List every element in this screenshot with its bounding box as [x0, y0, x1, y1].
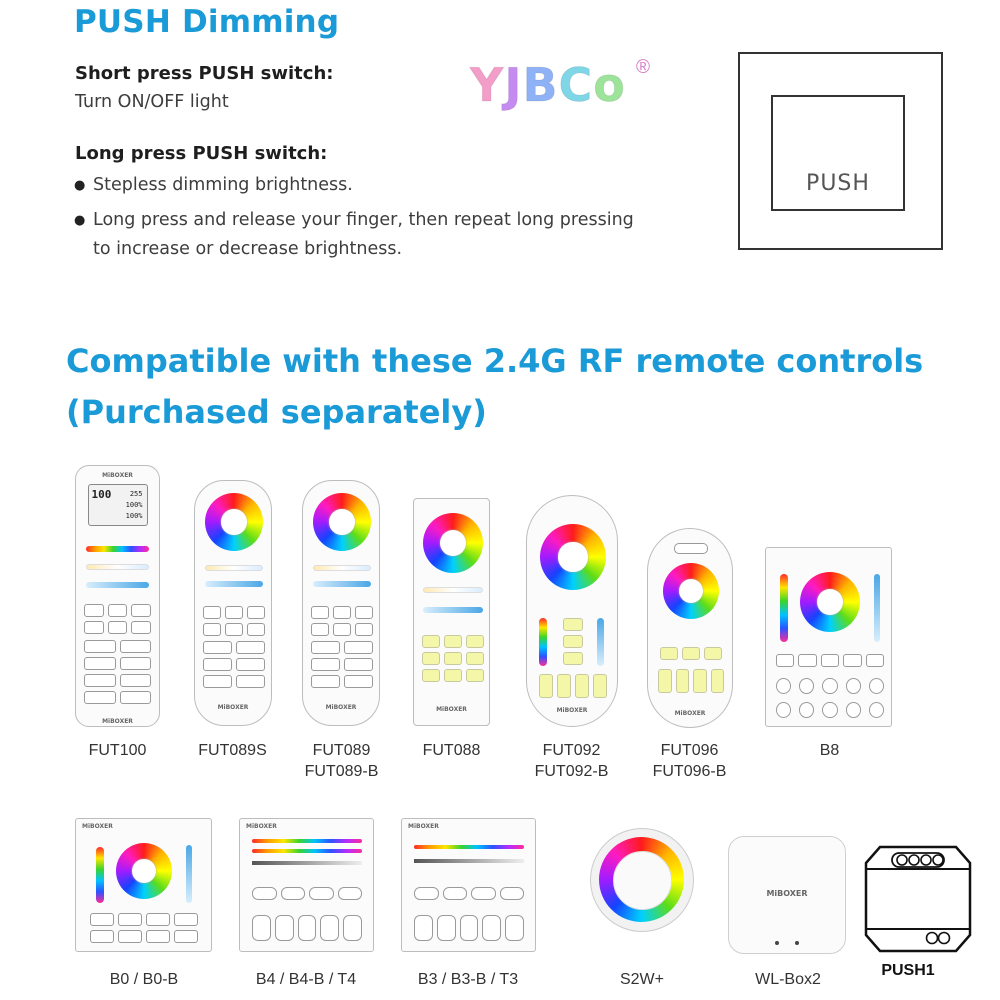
remote-b8: [765, 547, 892, 727]
zone-keypad: [539, 674, 607, 698]
power-toggle: [674, 543, 708, 554]
push1-module: [862, 843, 974, 955]
bullet-stepless: ● Stepless dimming brightness.: [93, 175, 353, 195]
long-press-heading: Long press PUSH switch:: [75, 143, 328, 164]
brightness-slider: [186, 845, 192, 903]
caption-s2w-plus: S2W+: [619, 971, 664, 988]
caption-fut096: FUT096: [660, 742, 719, 759]
yjbco-logo: [470, 58, 626, 112]
caption-fut089-b: FUT089-B: [304, 763, 379, 780]
zone-keypad: [311, 641, 373, 688]
vertical-color-slider: [780, 574, 788, 642]
lcd-value: 255: [129, 490, 143, 498]
short-press-heading: Short press PUSH switch:: [75, 63, 334, 84]
zone-keypad: [776, 678, 884, 718]
led-indicator: [795, 941, 799, 945]
zone-keypad: [658, 669, 724, 693]
panel-b4: [239, 818, 374, 952]
brand-logo: MiBOXER: [102, 472, 133, 479]
brightness-slider: [252, 861, 362, 865]
mode-keys: [660, 647, 722, 660]
brightness-slider: [597, 618, 604, 666]
remote-fut088: [413, 498, 490, 726]
zone-keypad: [84, 640, 151, 704]
remote-fut089s: [194, 480, 272, 726]
brand-logo: MiBOXER: [102, 718, 133, 725]
keypad: [84, 604, 151, 634]
color-wheel: [423, 513, 483, 573]
panel-b3: [401, 818, 536, 952]
caption-fut096-b: FUT096-B: [652, 763, 727, 780]
bullet-long-press: ● Long press and release your finger, then repeat long pressing: [93, 210, 634, 230]
brand-logo: MiBOXER: [674, 710, 706, 717]
caption-fut092-b: FUT092-B: [534, 763, 609, 780]
compat-subheading: (Purchased separately): [66, 393, 487, 431]
caption-fut092: FUT092: [542, 742, 601, 759]
brand-logo: MiBOXER: [556, 707, 588, 714]
brightness-slider: [313, 581, 371, 587]
color-wheel: [663, 563, 719, 619]
push-switch-label: PUSH: [806, 171, 870, 196]
push1-outline: [862, 843, 974, 955]
temperature-slider: [205, 565, 263, 571]
remote-s2w-plus: [590, 828, 694, 932]
caption-push1: PUSH1: [881, 962, 935, 979]
rgb-slider: [252, 849, 362, 853]
zone-keypad: [414, 915, 524, 941]
caption-fut089s: FUT089S: [198, 742, 267, 759]
brand-logo: MiBOXER: [246, 823, 277, 830]
logo-letter: C: [558, 58, 594, 112]
zone-keypad: [203, 641, 265, 688]
color-wheel: [313, 493, 371, 551]
keypad: [90, 913, 198, 943]
temperature-slider: [86, 564, 149, 570]
panel-b0: [75, 818, 212, 952]
bullet-long-press-cont: to increase or decrease brightness.: [93, 239, 403, 259]
wl-box2: [728, 836, 846, 954]
color-wheel: [540, 524, 606, 590]
color-wheel: [205, 493, 263, 551]
page-title: PUSH Dimming: [74, 4, 340, 40]
remote-fut096: [647, 528, 733, 728]
brightness-slider: [874, 574, 880, 642]
caption-fut100: FUT100: [88, 742, 147, 759]
caption-fut089: FUT089: [312, 742, 371, 759]
caption-wl-box2: WL-Box2: [755, 971, 821, 988]
logo-letter: J: [504, 58, 523, 112]
rgb-slider: [414, 845, 524, 849]
brand-logo: MiBOXER: [325, 704, 357, 711]
brand-logo: MiBOXER: [408, 823, 439, 830]
brightness-slider: [414, 859, 524, 863]
brightness-slider: [86, 582, 149, 588]
caption-b4: B4 / B4-B / T4: [255, 971, 357, 988]
color-wheel: [116, 843, 172, 899]
color-wheel: [800, 572, 860, 632]
mode-keys: [414, 887, 524, 900]
caption-b0: B0 / B0-B: [109, 971, 179, 988]
lcd-value: 100%: [125, 512, 143, 520]
brand-logo: MiBOXER: [217, 704, 249, 711]
rgb-slider: [86, 546, 149, 552]
caption-b8: B8: [819, 742, 840, 759]
temperature-slider: [423, 587, 483, 593]
brand-logo: MiBOXER: [766, 889, 808, 898]
lcd-value: 100: [91, 488, 112, 501]
lcd-value: 100%: [125, 501, 143, 509]
led-indicator: [775, 941, 779, 945]
brand-logo: MiBOXER: [82, 823, 113, 830]
center-buttons: [613, 851, 672, 910]
caption-fut088: FUT088: [422, 742, 481, 759]
keypad: [422, 635, 484, 682]
keypad: [776, 654, 884, 667]
remote-fut092: [526, 495, 618, 727]
compat-heading: Compatible with these 2.4G RF remote controls: [66, 342, 924, 380]
short-press-text: Turn ON/OFF light: [75, 92, 229, 112]
lcd-screen: [88, 484, 148, 526]
logo-letter: B: [522, 58, 559, 112]
brightness-slider: [205, 581, 263, 587]
mode-keys: [252, 887, 362, 900]
rgb-slider: [252, 839, 362, 843]
temperature-slider: [313, 565, 371, 571]
mode-keys: [563, 618, 583, 665]
brand-logo: MiBOXER: [436, 706, 467, 713]
remote-fut089: [302, 480, 380, 726]
zone-keypad: [252, 915, 362, 941]
vertical-color-slider: [96, 847, 104, 903]
vertical-color-slider: [539, 618, 547, 666]
registered-mark: ®: [636, 57, 650, 78]
logo-letter: o: [593, 58, 626, 112]
caption-b3: B3 / B3-B / T3: [417, 971, 519, 988]
remote-fut100: [75, 465, 160, 727]
keypad: [311, 606, 373, 636]
brightness-slider: [423, 607, 483, 613]
keypad: [203, 606, 265, 636]
logo-letter: Y: [470, 58, 505, 112]
